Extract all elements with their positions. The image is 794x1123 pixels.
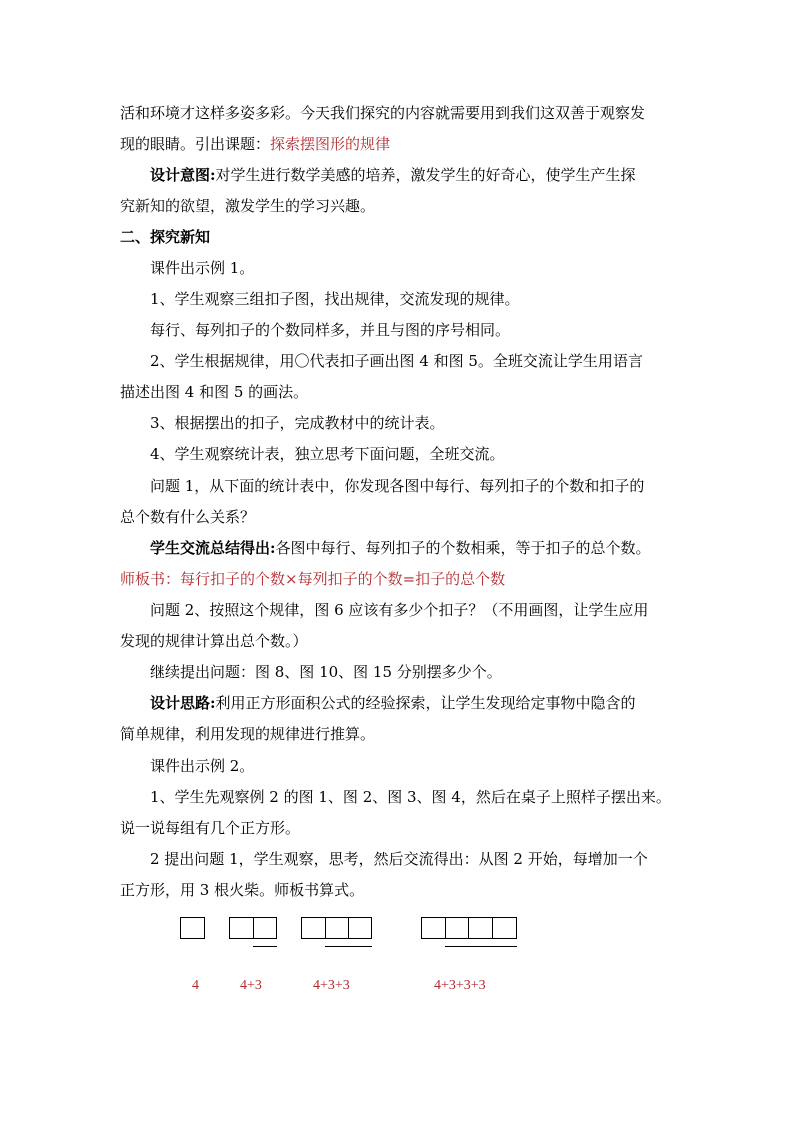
paragraph-line: 3、根据摆出的扣子，完成教材中的统计表。: [150, 414, 445, 432]
square: [301, 917, 326, 939]
paragraph-line: 发现的规律计算出总个数。）: [120, 632, 308, 650]
paragraph-line: 简单规律，利用发现的规律进行推算。: [120, 725, 376, 743]
square: [468, 917, 493, 939]
square: [229, 917, 254, 939]
paragraph-line: 课件出示例 2。: [150, 757, 255, 775]
paragraph-line: 描述出图 4 和图 5 的画法。: [120, 383, 309, 401]
square: [253, 917, 277, 939]
paragraph-line: 1、学生观察三组扣子图，找出规律，交流发现的规律。: [150, 290, 520, 308]
formula-3: 4+3+3: [313, 978, 350, 993]
paragraph-line: 设计思路:利用正方形面积公式的经验探索，让学生发现给定事物中隐含的: [150, 694, 636, 712]
design-idea-label: 设计思路:: [150, 694, 216, 712]
paragraph-line: 继续提出问题：图 8、图 10、图 15 分别摆多少个。: [150, 663, 502, 681]
paragraph-line: 师板书：每行扣子的个数×每列扣子的个数=扣子的总个数: [120, 570, 506, 588]
formula-1: 4: [192, 978, 199, 993]
formula-4: 4+3+3+3: [434, 978, 486, 993]
paragraph-line: 每行、每列扣子的个数同样多，并且与图的序号相同。: [150, 321, 511, 339]
square: [180, 917, 205, 939]
paragraph-line: 问题 2、按照这个规律，图 6 应该有多少个扣子？（不用画图，让学生应用: [150, 601, 649, 619]
section-heading: 二、探究新知: [120, 228, 211, 246]
paragraph-line: 1、学生先观察例 2 的图 1、图 2、图 3、图 4，然后在桌子上照样子摆出来。: [150, 788, 671, 806]
square: [492, 917, 517, 939]
paragraph-line: 课件出示例 1。: [150, 259, 255, 277]
paragraph-line: 2、学生根据规律，用〇代表扣子画出图 4 和图 5。全班交流让学生用语言: [150, 352, 643, 370]
board-formula: 每行扣子的个数×每列扣子的个数=扣子的总个数: [180, 570, 506, 588]
square: [348, 917, 372, 939]
paragraph-line: 总个数有什么关系？: [120, 508, 256, 526]
paragraph-line: 4、学生观察统计表，独立思考下面问题，全班交流。: [150, 445, 505, 463]
paragraph-line: 学生交流总结得出:各图中每行、每列扣子的个数相乘，等于扣子的总个数。: [150, 539, 651, 557]
square: [421, 917, 446, 939]
formula-2: 4+3: [240, 978, 262, 993]
lesson-title: 探索摆图形的规律: [270, 135, 391, 153]
design-intent-label: 设计意图:: [150, 166, 216, 184]
square: [445, 917, 469, 939]
paragraph-line: 设计意图:对学生进行数学美感的培养，激发学生的好奇心，使学生产生探: [150, 166, 636, 184]
matchstick-line: [445, 946, 517, 947]
square: [325, 917, 349, 939]
paragraph-line: 究新知的欲望，激发学生的学习兴趣。: [120, 197, 376, 215]
paragraph-line: 活和环境才这样多姿多彩。今天我们探究的内容就需要用到我们这双善于观察发: [120, 104, 646, 122]
paragraph-line: 2 提出问题 1，学生观察，思考，然后交流得出：从图 2 开始，每增加一个: [150, 850, 648, 868]
summary-label: 学生交流总结得出:: [150, 539, 276, 557]
paragraph-line: 现的眼睛。引出课题：探索摆图形的规律: [120, 135, 391, 153]
matchstick-line: [253, 946, 277, 947]
matchstick-line: [325, 946, 372, 947]
paragraph-line: 问题 1，从下面的统计表中，你发现各图中每行、每列扣子的个数和扣子的: [150, 477, 645, 495]
paragraph-line: 正方形，用 3 根火柴。师板书算式。: [120, 881, 365, 899]
paragraph-line: 说一说每组有几个正方形。: [120, 819, 301, 837]
